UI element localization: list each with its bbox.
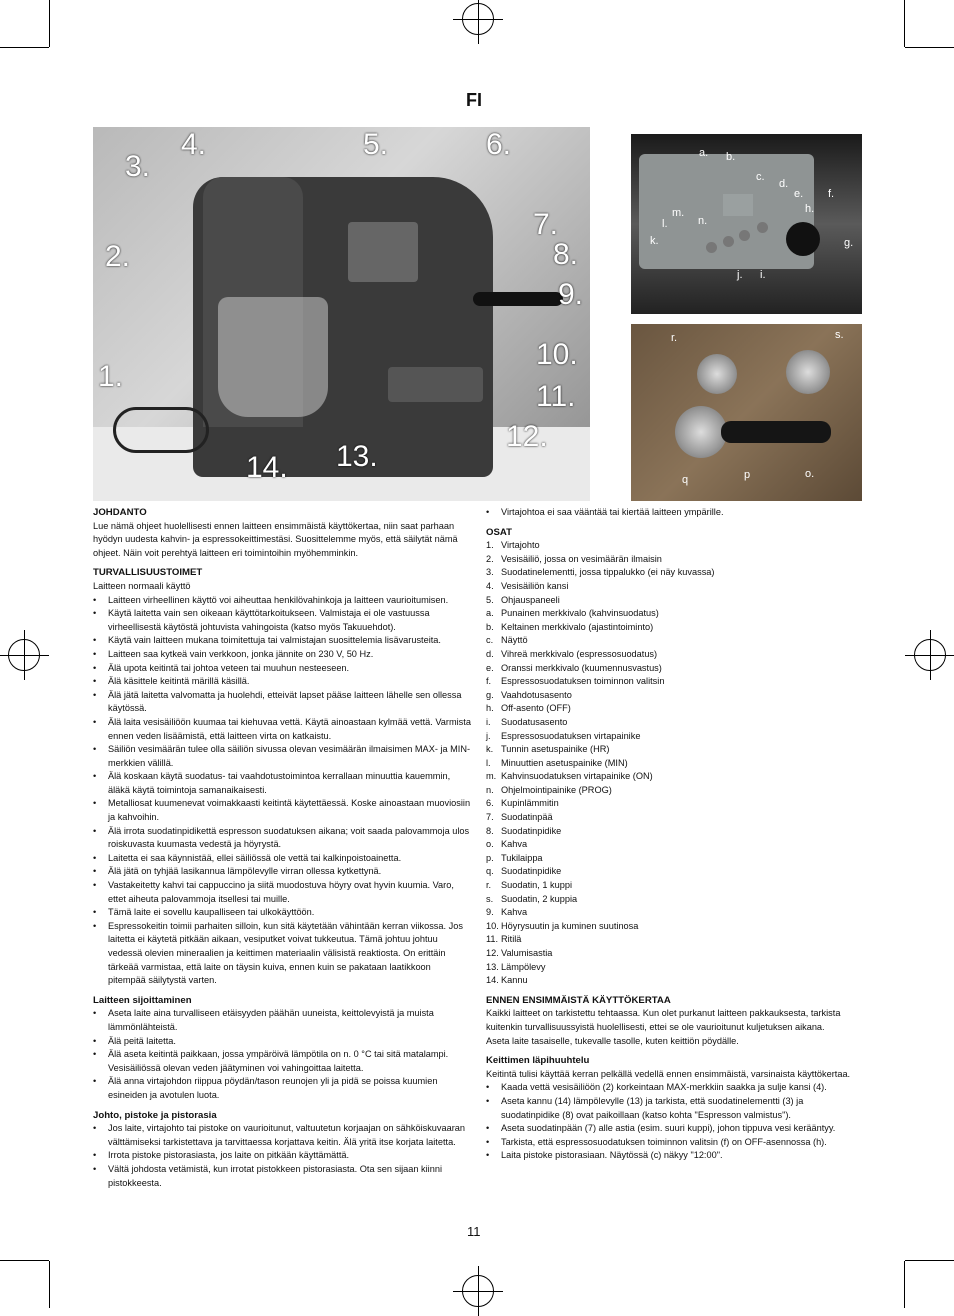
list-item: • Älä koskaan käytä suodatus- tai vaahdotustoimintoa kerrallaan minuuttia kauemmin, äläkä käytä toimintoja samanaikaisesti. — [93, 770, 471, 797]
callout-10: 10. — [536, 338, 578, 371]
panel-selector-knob — [786, 222, 820, 256]
control-panel-area — [348, 222, 418, 282]
parts-list-item — [486, 852, 861, 866]
list-item: • Älä anna virtajohdon riippua pöydän/tason reunojen yli ja pidä se poissa kuumien esineiden ja avotulen luota. — [93, 1075, 471, 1102]
parts-item-number: 13. — [486, 961, 499, 972]
list-item: • Tarkista, että espressosuodatuksen toiminnon valitsin (f) on OFF-asennossa (h). — [486, 1136, 861, 1150]
list-item: • Säiliön vesimäärän tulee olla säiliön sivussa olevan vesimäärän ilmaisimen MAX- ja MIN-merkkien välillä. — [93, 743, 471, 770]
parts-item-text: Suodatin, 1 kuppi — [501, 880, 573, 891]
parts-item-number: a. — [486, 608, 494, 619]
parts-label-o: o. — [805, 468, 815, 480]
parts-item-number: e. — [486, 662, 494, 673]
cord-list-continued — [486, 506, 861, 520]
parts-list-item — [486, 797, 861, 811]
power-cord — [113, 407, 209, 453]
parts-item-number: 6. — [486, 798, 494, 809]
parts-list-item — [486, 675, 861, 689]
parts-label-p: p — [744, 469, 751, 481]
parts-item-number: f. — [486, 676, 492, 687]
before-use-title: ENNEN ENSIMMÄISTÄ KÄYTTÖKERTAA — [486, 994, 671, 1006]
parts-item-text: Tukilaippa — [501, 852, 543, 863]
parts-item-text: Minuuttien asetuspainike (MIN) — [501, 757, 628, 768]
parts-item-number: 3. — [486, 567, 494, 578]
crop-mark — [49, 0, 50, 47]
parts-list-item — [486, 743, 861, 757]
filter-parts-photo — [631, 324, 862, 501]
portafilter-grip — [721, 421, 831, 443]
parts-list-item — [486, 784, 861, 798]
list-item: • Metalliosat kuumenevat voimakkaasti keitintä käytettäessä. Koske ainoastaan muoviosiin ja kahvoihin. — [93, 797, 471, 824]
carafe — [218, 297, 328, 417]
parts-list-item — [486, 974, 861, 988]
parts-item-text: Kahva — [501, 907, 528, 918]
parts-item-number: h. — [486, 703, 494, 714]
intro-text: Lue nämä ohjeet huolellisesti ennen laitteen ensimmäistä käyttökertaa, niin saat parhaan hyödyn uudesta kahvin- ja espressokeittimestäsi. Suosittelemme myös, että säilytät nämä ohjeet. Näin voit perehtyä laitteen eri toimintoihin myöhemminkin. — [93, 520, 458, 558]
crop-mark — [0, 1260, 49, 1261]
callout-2: 2. — [105, 240, 131, 273]
parts-list-item — [486, 580, 861, 594]
parts-item-number: 8. — [486, 825, 494, 836]
callout-7: 7. — [533, 208, 559, 241]
panel-label-n: n. — [698, 215, 708, 227]
parts-item-text: Suodatinpidike — [501, 825, 562, 836]
parts-list-item — [486, 730, 861, 744]
placement-list — [93, 1007, 471, 1102]
filter-2-cup — [786, 350, 830, 394]
parts-list-item — [486, 634, 861, 648]
portafilter — [675, 406, 727, 458]
list-item: • Älä käsittele keitintä märillä käsillä. — [93, 675, 471, 689]
parts-item-number: p. — [486, 852, 494, 863]
panel-label-j: j. — [737, 269, 743, 281]
control-panel-photo — [631, 134, 862, 314]
placement-title: Laitteen sijoittaminen — [93, 994, 192, 1006]
panel-button — [706, 242, 717, 253]
parts-item-text: Off-asento (OFF) — [501, 703, 571, 714]
parts-item-number: 4. — [486, 580, 494, 591]
parts-item-text: Ohjauspaneeli — [501, 594, 560, 605]
list-item: • Vastakeitetty kahvi tai cappuccino ja siitä muodostuva höyry ovat hyvin kuumia. Varo, ettet aiheuta palovammoja itsellesi tai muille. — [93, 879, 471, 906]
parts-item-number: d. — [486, 648, 494, 659]
parts-list-item — [486, 689, 861, 703]
list-item: • Irrota pistoke pistorasiasta, jos laite on pitkään käyttämättä. — [93, 1149, 471, 1163]
callout-8: 8. — [553, 238, 579, 271]
parts-item-number: 11. — [486, 934, 499, 945]
parts-item-number: 14. — [486, 975, 499, 986]
callout-6: 6. — [486, 128, 512, 161]
parts-list-item — [486, 920, 861, 934]
left-column — [93, 506, 471, 1190]
registration-mark-left — [8, 639, 40, 671]
panel-label-m: m. — [672, 207, 685, 219]
list-item: • Aseta suodatinpään (7) alle astia (esim. suuri kuppi), johon tippuva vesi kerääntyy. — [486, 1122, 861, 1136]
panel-label-a: a. — [699, 147, 709, 159]
parts-item-text: Espressosuodatuksen toiminnon valitsin — [501, 676, 665, 687]
parts-title: OSAT — [486, 526, 512, 538]
parts-item-number: s. — [486, 893, 494, 904]
panel-label-c: c. — [756, 171, 765, 183]
parts-item-number: n. — [486, 784, 494, 795]
crop-mark — [0, 47, 49, 48]
parts-list-item — [486, 879, 861, 893]
list-item: • Käytä vain laitteen mukana toimitettuja tai valmistajan suosittelemia lisävarusteita. — [93, 634, 471, 648]
panel-button — [757, 222, 768, 233]
intro-title: JOHDANTO — [93, 507, 147, 518]
flush-text: Keitintä tulisi käyttää kerran pelkällä vedellä ennen ensimmäistä, varsinaista käyttökertaa. — [486, 1068, 851, 1079]
panel-label-h: h. — [805, 203, 815, 215]
crop-mark — [905, 47, 954, 48]
page-number: 11 — [467, 1224, 481, 1239]
list-item: • Vältä johdosta vetämistä, kun irrotat pistokkeen pistorasiasta. Ota sen sijaan kiinni pistokkeesta. — [93, 1163, 471, 1190]
parts-item-text: Vaahdotusasento — [501, 689, 572, 700]
parts-list-item — [486, 716, 861, 730]
parts-item-text: Vesisäiliö, jossa on vesimäärän ilmaisin — [501, 553, 662, 564]
coffee-machine-photo — [93, 127, 590, 501]
parts-item-number: 12. — [486, 948, 499, 958]
registration-mark-bottom — [462, 1275, 494, 1307]
panel-label-e: e. — [794, 188, 804, 200]
parts-item-number: 7. — [486, 812, 494, 823]
callout-12: 12. — [506, 420, 548, 453]
panel-label-b: b. — [726, 151, 736, 163]
list-item: • Kaada vettä vesisäiliöön (2) korkeintaan MAX-merkkiin saakka ja sulje kansi (4). — [486, 1081, 861, 1095]
parts-item-text: Ritilä — [501, 934, 522, 945]
parts-item-number: c. — [486, 635, 494, 646]
registration-mark-top — [462, 3, 494, 35]
parts-item-text: Suodatusasento — [501, 716, 568, 727]
parts-item-text: Kannu — [501, 975, 528, 986]
parts-item-text: Tunnin asetuspainike (HR) — [501, 744, 610, 755]
list-item: • Älä jätä on tyhjää lasikannua lämpölevylle virran ollessa kytkettynä. — [93, 865, 471, 879]
crop-mark — [905, 1260, 954, 1261]
panel-label-i: i. — [760, 269, 766, 281]
list-item: • Älä irrota suodatinpidikettä espresson suodatuksen aikana; voit saada palovammoja ulos roiskuvasta kuumasta vedestä ja höyrystä. — [93, 825, 471, 852]
list-item: • Laitteen virheellinen käyttö voi aiheuttaa henkilövahinkoja ja laitteen vaurioitumisen. — [93, 594, 471, 608]
parts-item-text: Kahvinsuodatuksen virtapainike (ON) — [501, 771, 653, 782]
registration-mark-right — [914, 639, 946, 671]
before-use-text-1: Kaikki laitteet on tarkistettu tehtaassa. Kun olet purkanut laitteen pakkauksesta, tarkista kuitenkin turvallisuussyistä huolellisesti, ettei se ole vaurioitunut kuljetuksen aikana. — [486, 1008, 841, 1032]
callout-9: 9. — [558, 278, 584, 311]
parts-list-item — [486, 770, 861, 784]
parts-list-item — [486, 539, 861, 553]
parts-item-number: 9. — [486, 907, 494, 918]
drip-tray — [388, 367, 483, 402]
list-item: • Espressokeitin toimii parhaiten silloin, kun sitä käytetään vähintään kerran viikossa. Jos laitetta ei käytetä pitkään aikaan, vesiputket voivat tukkeutua. Tämä johtuu johtuu vedessä olevien mineraalien ja keittimen materiaalin välisistä reaktiosta. On erittäin tärkeää varmistaa, että laite on täysin kuiva, ennen kuin se pakataan laatikkoon pitempää säilytystä varten. — [93, 920, 471, 988]
parts-item-text: Keltainen merkkivalo (ajastintoiminto) — [501, 621, 654, 632]
parts-list-item — [486, 838, 861, 852]
crop-mark — [904, 1261, 905, 1308]
parts-item-number: 1. — [486, 540, 494, 551]
parts-item-number: 10. — [486, 920, 499, 931]
safety-subtitle: Laitteen normaali käyttö — [93, 580, 191, 591]
parts-list-item — [486, 865, 861, 879]
parts-list-item — [486, 825, 861, 839]
parts-item-text: Ohjelmointipainike (PROG) — [501, 784, 612, 795]
panel-button — [739, 230, 750, 241]
parts-item-text: Näyttö — [501, 635, 528, 646]
parts-item-number: l. — [486, 757, 491, 768]
callout-14: 14. — [246, 451, 288, 484]
parts-item-number: k. — [486, 744, 494, 755]
parts-item-number: j. — [486, 730, 491, 741]
panel-label-f: f. — [828, 188, 835, 200]
safety-title: TURVALLISUUSTOIMET — [93, 567, 203, 579]
crop-mark — [904, 0, 905, 47]
list-item: • Tämä laite ei sovellu kaupalliseen tai ulkokäyttöön. — [93, 906, 471, 920]
parts-label-r: r. — [671, 332, 678, 344]
parts-list-item — [486, 553, 861, 567]
panel-label-l: l. — [662, 218, 668, 230]
list-item: • Virtajohtoa ei saa vääntää tai kiertää laitteen ympärille. — [486, 506, 861, 520]
parts-item-text: Suodatin, 2 kuppia — [501, 893, 578, 904]
list-item: • Älä upota keitintä tai johtoa veteen tai muuhun nesteeseen. — [93, 662, 471, 676]
parts-item-number: q. — [486, 866, 494, 877]
parts-item-text: Kupinlämmitin — [501, 798, 559, 809]
parts-item-text: Suodatinpää — [501, 812, 553, 823]
parts-item-text: Lämpölevy — [501, 961, 546, 972]
parts-list-item — [486, 906, 861, 920]
parts-list-item — [486, 811, 861, 825]
list-item: • Älä aseta keitintä paikkaan, jossa ympäröivä lämpötila on n. 0 °C tai sitä matalampi. Vesisäiliössä olevan veden jäätyminen voi vahingoittaa laitetta. — [93, 1048, 471, 1075]
list-item: • Jos laite, virtajohto tai pistoke on vaurioitunut, valtuutetun korjaajan on sähköiskuvaaran välttämiseksi tarkistettava ja tarvittaessa korjattava keitin. Älä yritä itse korjata laitetta. — [93, 1122, 471, 1149]
parts-item-text: Suodatinpidike — [501, 866, 562, 877]
filter-1-cup — [697, 354, 737, 394]
list-item: • Laitteen saa kytkeä vain verkkoon, jonka jännite on 230 V, 50 Hz. — [93, 648, 471, 662]
parts-item-text: Höyrysuutin ja kuminen suutinosa — [501, 920, 639, 931]
list-item: • Käytä laitetta vain sen oikeaan käyttötarkoitukseen. Valmistaja ei ole vastuussa virheellisestä käytöstä johtuvista vahingoista (katso myös Takuuehdot). — [93, 607, 471, 634]
before-use-text-2: Aseta laite tasaiselle, tukevalle tasolle, kuten keittiön pöydälle. — [486, 1035, 739, 1046]
parts-list-item — [486, 702, 861, 716]
list-item: • Aseta kannu (14) lämpölevylle (13) ja tarkista, että suodatinelementti (3) ja suodatinpidike (8) ovat paikoillaan (katso kohta "Espresson valmistus"). — [486, 1095, 861, 1122]
list-item: • Laitetta ei saa käynnistää, ellei säiliössä ole vettä tai kalkinpoistoainetta. — [93, 852, 471, 866]
parts-list-item — [486, 933, 861, 947]
callout-5: 5. — [363, 128, 389, 161]
list-item: • Älä peitä laitetta. — [93, 1035, 471, 1049]
panel-label-d: d. — [779, 178, 789, 190]
list-item: • Älä jätä laitetta valvomatta ja huolehdi, etteivät lapset pääse laitteen lähelle sen ollessa käytössä. — [93, 689, 471, 716]
right-column — [486, 506, 861, 1163]
callout-11: 11. — [536, 380, 576, 413]
parts-item-number: m. — [486, 771, 497, 782]
callout-4: 4. — [181, 128, 207, 161]
parts-label-s: s. — [835, 329, 844, 341]
parts-list — [486, 539, 861, 988]
callout-1: 1. — [98, 360, 124, 393]
list-item: • Laita pistoke pistorasiaan. Näytössä (c) näkyy "12:00". — [486, 1149, 861, 1163]
parts-list-item — [486, 621, 861, 635]
panel-button — [723, 236, 734, 247]
parts-list-item — [486, 961, 861, 975]
parts-item-text: Vesisäiliön kansi — [501, 580, 569, 591]
parts-list-item — [486, 594, 861, 608]
parts-item-text: Punainen merkkivalo (kahvinsuodatus) — [501, 608, 659, 619]
panel-label-k: k. — [650, 235, 659, 247]
parts-item-text: Valumisastia — [501, 948, 553, 958]
list-item: • Aseta laite aina turvalliseen etäisyyden päähän uuneista, keittolevyistä ja muista lämmönlähteistä. — [93, 1007, 471, 1034]
parts-list-item — [486, 648, 861, 662]
parts-label-q: q — [682, 474, 689, 486]
parts-item-text: Virtajohto — [501, 540, 540, 551]
parts-list-item — [486, 662, 861, 676]
parts-list-item — [486, 947, 861, 961]
parts-item-number: o. — [486, 839, 494, 850]
parts-item-text: Espressosuodatuksen virtapainike — [501, 730, 641, 741]
flush-title: Keittimen läpihuuhtelu — [486, 1055, 590, 1067]
panel-display — [723, 194, 753, 216]
parts-item-number: 2. — [486, 553, 494, 564]
parts-item-number: i. — [486, 716, 491, 727]
cord-list — [93, 1122, 471, 1190]
callout-13: 13. — [336, 440, 378, 473]
flush-list — [486, 1081, 861, 1163]
callout-3: 3. — [125, 150, 151, 183]
parts-list-item — [486, 757, 861, 771]
parts-item-text: Oranssi merkkivalo (kuumennusvastus) — [501, 662, 662, 673]
parts-list-item — [486, 607, 861, 621]
crop-mark — [49, 1261, 50, 1308]
list-item: • Älä laita vesisäiliöön kuumaa tai kiehuvaa vettä. Käytä ainoastaan kylmää vettä. Varmista ennen veden lisäämistä, että laitteen virta on katkaistu. — [93, 716, 471, 743]
parts-item-number: 5. — [486, 594, 494, 605]
safety-list — [93, 594, 471, 988]
cord-title: Johto, pistoke ja pistorasia — [93, 1109, 217, 1121]
parts-item-text: Suodatinelementti, jossa tippalukko (ei näy kuvassa) — [501, 567, 715, 578]
parts-list-item — [486, 893, 861, 907]
language-code: FI — [466, 90, 482, 110]
parts-item-text: Vihreä merkkivalo (espressosuodatus) — [501, 648, 658, 659]
parts-item-number: r. — [486, 880, 492, 891]
parts-item-text: Kahva — [501, 839, 528, 850]
panel-label-g: g. — [844, 237, 854, 249]
portafilter-handle — [473, 292, 563, 306]
parts-item-number: g. — [486, 689, 494, 700]
parts-item-number: b. — [486, 621, 494, 632]
parts-list-item — [486, 566, 861, 580]
